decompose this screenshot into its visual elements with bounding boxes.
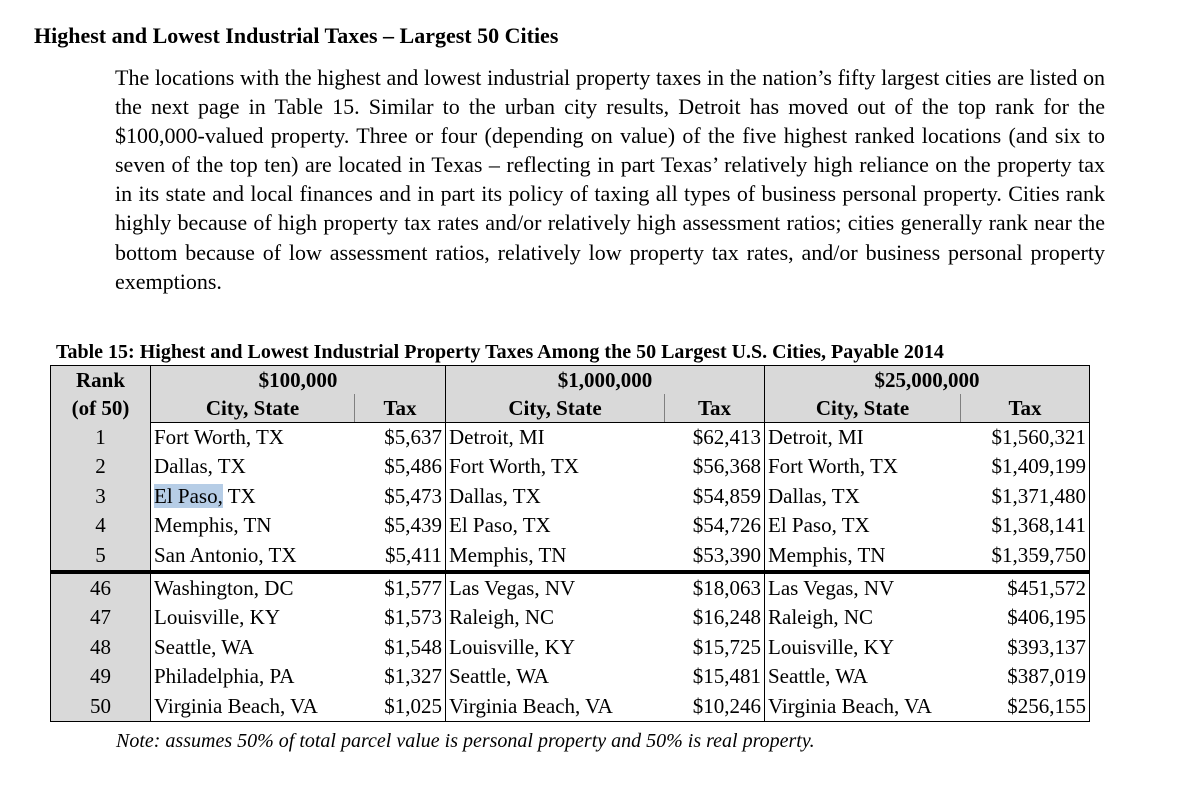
- table-row: [51, 662, 1090, 691]
- group-header-25m: $25,000,000: [765, 366, 1090, 395]
- city-cell: Raleigh, NC: [768, 605, 873, 630]
- city-cell: San Antonio, TX: [151, 541, 355, 572]
- table-caption: Table 15: Highest and Lowest Industrial Property Taxes Among the 50 Largest U.S. Cities, Payable 2014: [56, 341, 944, 363]
- city-cell: Las Vegas, NV: [768, 576, 895, 601]
- city-state-header: City, State: [446, 394, 665, 423]
- tax-cell: $1,573: [355, 603, 446, 632]
- group-header-1m: $1,000,000: [446, 366, 765, 395]
- rank-cell: 1: [51, 423, 151, 453]
- tax-header: Tax: [665, 394, 765, 423]
- tax-cell: $1,409,199: [961, 452, 1090, 481]
- rank-cell: 3: [51, 482, 151, 511]
- city-cell: Louisville, KY: [449, 634, 575, 659]
- tax-cell: $5,637: [355, 423, 446, 453]
- city-state-header: City, State: [765, 394, 961, 423]
- tax-cell: $1,327: [355, 662, 446, 691]
- city-cell: Washington, DC: [154, 576, 294, 601]
- city-cell: Seattle, WA: [449, 664, 549, 689]
- cell-text: TX: [222, 483, 256, 508]
- rank-cell: 5: [51, 541, 151, 572]
- tax-cell: $1,371,480: [961, 482, 1090, 511]
- city-cell: Philadelphia, PA: [154, 664, 295, 689]
- tax-cell: $1,548: [355, 633, 446, 662]
- table-note: Note: assumes 50% of total parcel value is personal property and 50% is real property.: [116, 730, 815, 752]
- rank-header-line1: Rank: [75, 368, 126, 392]
- rank-cell: 47: [51, 603, 151, 632]
- city-state-header: City, State: [151, 394, 355, 423]
- rank-header: [51, 366, 151, 423]
- city-cell: El Paso, TX: [449, 513, 551, 538]
- table-row: [51, 452, 1090, 481]
- tax-cell: $10,246: [665, 692, 765, 722]
- section-heading: Highest and Lowest Industrial Taxes – Largest 50 Cities: [34, 23, 559, 48]
- city-cell: Dallas, TX: [768, 483, 860, 508]
- table-row: [51, 633, 1090, 662]
- table-row: [51, 482, 1090, 511]
- city-cell: Seattle, WA: [768, 664, 868, 689]
- tax-cell: $5,411: [355, 541, 446, 572]
- city-cell: [151, 482, 355, 511]
- industrial-tax-table: [50, 365, 1090, 722]
- rank-cell: 46: [51, 572, 151, 603]
- rank-cell: 2: [51, 452, 151, 481]
- rank-cell: 4: [51, 511, 151, 540]
- tax-cell: $5,486: [355, 452, 446, 481]
- tax-cell: $451,572: [961, 572, 1090, 603]
- tax-cell: $406,195: [961, 603, 1090, 632]
- city-cell: Seattle, WA: [154, 634, 254, 659]
- city-cell: Detroit, MI: [449, 425, 545, 449]
- table-row: [51, 692, 1090, 722]
- rank-cell: 50: [51, 692, 151, 722]
- tax-cell: $5,439: [355, 511, 446, 540]
- tax-cell: $1,560,321: [961, 423, 1090, 453]
- tax-cell: $15,481: [665, 662, 765, 691]
- tax-header: Tax: [355, 394, 446, 423]
- group-header-100k: $100,000: [151, 366, 446, 395]
- table-row: [51, 603, 1090, 632]
- tax-cell: $256,155: [961, 692, 1090, 722]
- text-selection[interactable]: El Paso,: [154, 483, 223, 508]
- city-cell: Dallas, TX: [449, 483, 541, 508]
- city-cell: Virginia Beach, VA: [151, 692, 355, 722]
- tax-cell: $62,413: [665, 423, 765, 453]
- table-row: [51, 541, 1090, 572]
- city-cell: Dallas, TX: [154, 454, 246, 479]
- city-cell: Las Vegas, NV: [449, 576, 576, 601]
- table-row: [51, 423, 1090, 453]
- tax-cell: $1,577: [355, 572, 446, 603]
- tax-cell: $18,063: [665, 572, 765, 603]
- tax-cell: $54,859: [665, 482, 765, 511]
- tax-cell: $56,368: [665, 452, 765, 481]
- tax-cell: $16,248: [665, 603, 765, 632]
- body-paragraph[interactable]: The locations with the highest and lowest industrial property taxes in the nation’s fifty largest cities are listed on the next page in Table 15. Similar to the urban city results, Detroit has moved out of the top rank for the $100,000-valued property. Three or four (depending on value) of the five highest ranked locations (and six to seven of the top ten) are located in Texas – reflecting in part Texas’ relatively high reliance on the property tax in its state and local finances and in part its policy of taxing all types of business personal property. Cities rank highly because of high property tax rates and/or relatively high assessment ratios; cities generally rank near the bottom because of low assessment ratios, relatively low property tax rates, and/or business personal property exemptions.: [115, 65, 1105, 294]
- city-cell: Louisville, KY: [154, 605, 280, 630]
- rank-header-line2: (of 50): [71, 396, 130, 420]
- city-cell: Memphis, TN: [765, 541, 961, 572]
- city-cell: Fort Worth, TX: [768, 454, 898, 479]
- city-cell: Memphis, TN: [446, 541, 665, 572]
- city-cell: El Paso, TX: [768, 513, 870, 538]
- city-cell: Virginia Beach, VA: [446, 692, 665, 722]
- tax-cell: $393,137: [961, 633, 1090, 662]
- city-cell: Memphis, TN: [154, 513, 272, 538]
- city-cell: Raleigh, NC: [449, 605, 554, 630]
- tax-header: Tax: [961, 394, 1090, 423]
- rank-cell: 49: [51, 662, 151, 691]
- tax-cell: $5,473: [355, 482, 446, 511]
- tax-cell: $387,019: [961, 662, 1090, 691]
- tax-cell: $15,725: [665, 633, 765, 662]
- rank-cell: 48: [51, 633, 151, 662]
- table-row: [51, 511, 1090, 540]
- city-cell: Fort Worth, TX: [449, 454, 579, 479]
- city-cell: Fort Worth, TX: [154, 425, 284, 449]
- tax-cell: $53,390: [665, 541, 765, 572]
- table-row: [51, 572, 1090, 603]
- city-cell: Virginia Beach, VA: [765, 692, 961, 722]
- tax-cell: $1,025: [355, 692, 446, 722]
- city-cell: Louisville, KY: [768, 634, 894, 659]
- tax-cell: $1,368,141: [961, 511, 1090, 540]
- city-cell: Detroit, MI: [768, 425, 864, 449]
- tax-cell: $54,726: [665, 511, 765, 540]
- tax-cell: $1,359,750: [961, 541, 1090, 572]
